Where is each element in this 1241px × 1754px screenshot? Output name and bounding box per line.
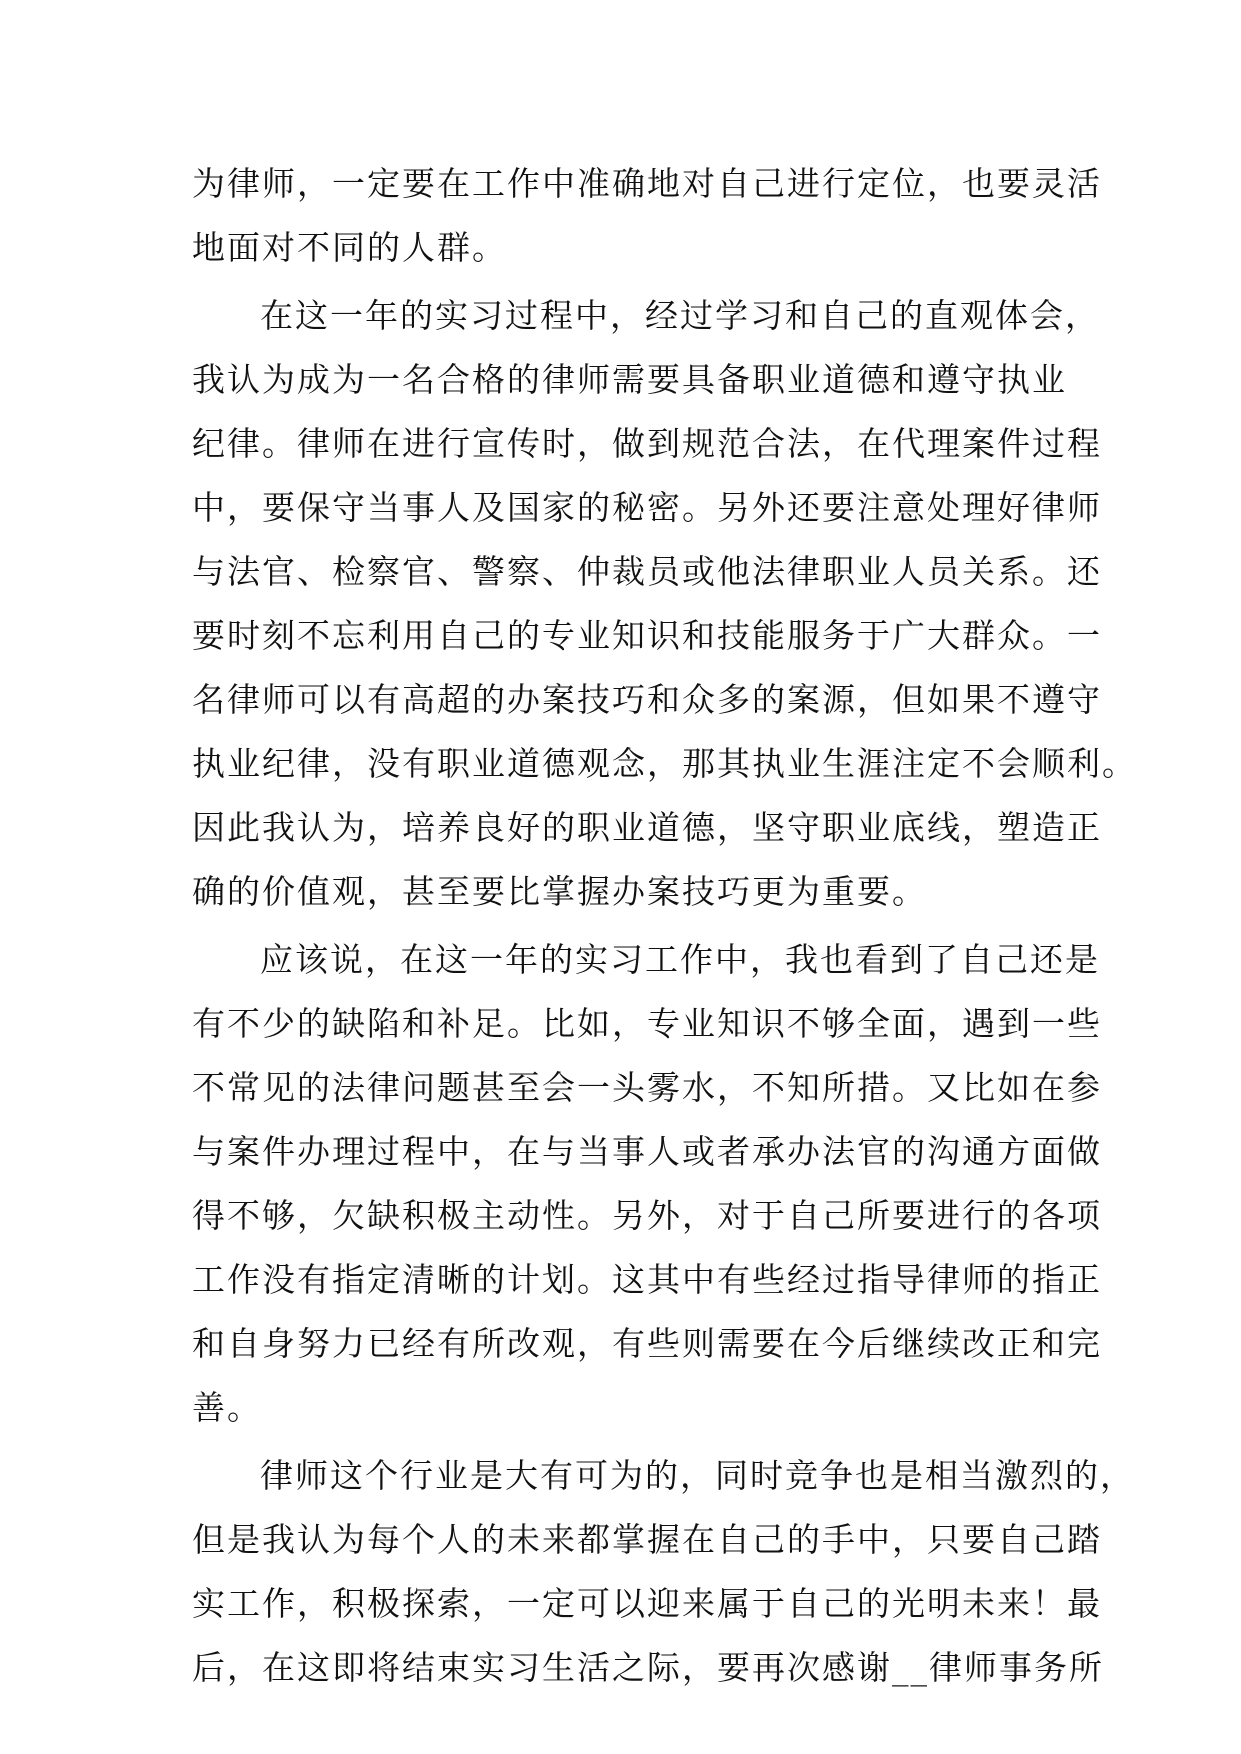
- text-line: 善。: [192, 1388, 262, 1427]
- text-line: 有不少的缺陷和补足。比如，专业知识不够全面，遇到一些: [192, 1004, 1102, 1043]
- text-line: 和自身努力已经有所改观，有些则需要在今后继续改正和完: [192, 1324, 1102, 1363]
- text-line: 中，要保守当事人及国家的秘密。另外还要注意处理好律师: [192, 488, 1102, 527]
- document-body: [192, 152, 1137, 1700]
- text-line: 为律师，一定要在工作中准确地对自己进行定位，也要灵活: [192, 164, 1102, 203]
- text-line: 得不够，欠缺积极主动性。另外，对于自己所要进行的各项: [192, 1196, 1102, 1235]
- text-line: 实工作，积极探索，一定可以迎来属于自己的光明未来！最: [192, 1584, 1102, 1623]
- text-line: 名律师可以有高超的办案技巧和众多的案源，但如果不遵守: [192, 680, 1102, 719]
- text-line: 应该说，在这一年的实习工作中，我也看到了自己还是: [260, 940, 1100, 979]
- text-line: 后，在这即将结束实习生活之际，要再次感谢__律师事务所: [192, 1648, 1104, 1687]
- paragraph-4: [192, 1444, 1135, 1700]
- text-line: 在这一年的实习过程中，经过学习和自己的直观体会，: [260, 296, 1100, 335]
- text-line: 执业纪律，没有职业道德观念，那其执业生涯注定不会顺利。: [192, 744, 1137, 783]
- text-line: 工作没有指定清晰的计划。这其中有些经过指导律师的指正: [192, 1260, 1102, 1299]
- text-line: 确的价值观，甚至要比掌握办案技巧更为重要。: [192, 872, 927, 911]
- paragraph-3: [192, 928, 1102, 1440]
- text-line: 因此我认为，培养良好的职业道德，坚守职业底线，塑造正: [192, 808, 1102, 847]
- text-line: 纪律。律师在进行宣传时，做到规范合法，在代理案件过程: [192, 424, 1102, 463]
- text-line: 与案件办理过程中，在与当事人或者承办法官的沟通方面做: [192, 1132, 1102, 1171]
- text-line: 但是我认为每个人的未来都掌握在自己的手中，只要自己踏: [192, 1520, 1102, 1559]
- paragraph-1: [192, 152, 1102, 280]
- text-line: 要时刻不忘利用自己的专业知识和技能服务于广大群众。一: [192, 616, 1102, 655]
- text-line: 不常见的法律问题甚至会一头雾水，不知所措。又比如在参: [192, 1068, 1102, 1107]
- text-line: 我认为成为一名合格的律师需要具备职业道德和遵守执业: [192, 360, 1067, 399]
- text-line: 地面对不同的人群。: [192, 228, 507, 267]
- paragraph-2: [192, 284, 1137, 924]
- text-line: 律师这个行业是大有可为的，同时竞争也是相当激烈的，: [260, 1456, 1135, 1495]
- text-line: 与法官、检察官、警察、仲裁员或他法律职业人员关系。还: [192, 552, 1102, 591]
